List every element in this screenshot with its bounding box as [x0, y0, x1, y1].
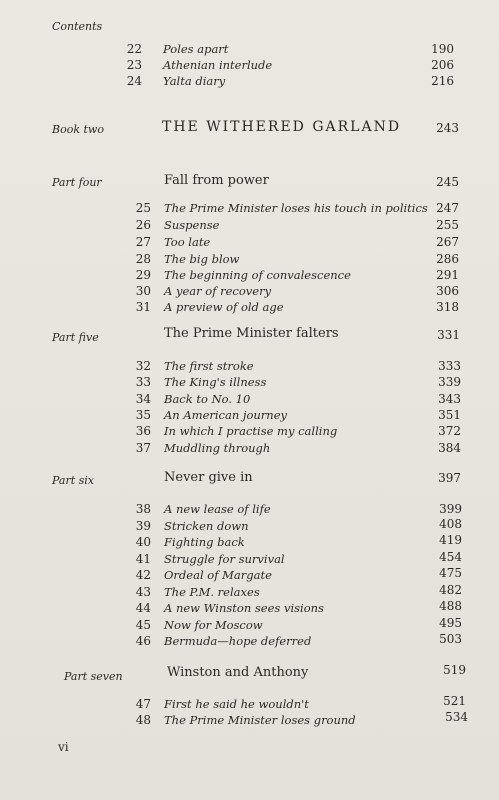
chapter-page: 255 — [436, 218, 459, 232]
chapter-title: The Prime Minister loses his touch in politics — [164, 201, 428, 215]
chapter-page: 372 — [438, 424, 461, 438]
chapter-page: 534 — [445, 710, 468, 724]
chapter-title: Muddling through — [164, 441, 271, 455]
running-header: Contents — [52, 20, 103, 33]
chapter-page: 216 — [431, 74, 454, 88]
chapter-number: 37 — [135, 441, 151, 455]
chapter-title: A preview of old age — [164, 300, 284, 314]
part-title: The Prime Minister falters — [164, 326, 339, 341]
chapter-page: 267 — [436, 235, 459, 249]
chapter-page: 503 — [439, 632, 462, 646]
chapter-title: Athenian interlude — [163, 58, 273, 72]
part-title: Never give in — [164, 470, 253, 485]
chapter-number: 40 — [135, 535, 151, 549]
chapter-number: 36 — [135, 424, 151, 438]
chapter-number: 47 — [135, 697, 151, 711]
chapter-page: 384 — [438, 441, 461, 455]
chapter-title: Too late — [164, 235, 211, 249]
chapter-title: Yalta diary — [163, 74, 226, 88]
chapter-page: 521 — [443, 694, 466, 708]
part-page: 331 — [437, 328, 460, 342]
chapter-page: 399 — [439, 502, 462, 516]
chapter-page: 475 — [439, 566, 462, 580]
chapter-title: The King's illness — [164, 375, 267, 389]
chapter-title: The Prime Minister loses ground — [164, 713, 356, 727]
chapter-number: 30 — [135, 284, 151, 298]
chapter-number: 26 — [135, 218, 151, 232]
chapter-number: 43 — [135, 585, 151, 599]
part-title: Fall from power — [164, 173, 269, 188]
chapter-page: 454 — [439, 550, 462, 564]
chapter-page: 286 — [436, 252, 459, 266]
chapter-number: 42 — [135, 568, 151, 582]
chapter-number: 28 — [135, 252, 151, 266]
chapter-title: Suspense — [164, 218, 220, 232]
chapter-page: 408 — [439, 517, 462, 531]
chapter-title: The P.M. relaxes — [164, 585, 260, 599]
part-title: Winston and Anthony — [167, 665, 309, 680]
chapter-page: 339 — [438, 375, 461, 389]
part-label: Part five — [52, 331, 99, 344]
chapter-title: Now for Moscow — [164, 618, 263, 632]
chapter-number: 23 — [126, 58, 142, 72]
chapter-number: 32 — [135, 359, 151, 373]
part-label: Part seven — [64, 670, 123, 683]
chapter-page: 306 — [436, 284, 459, 298]
chapter-title: Ordeal of Margate — [164, 568, 272, 582]
chapter-title: First he said he wouldn't — [164, 697, 309, 711]
chapter-number: 41 — [135, 552, 151, 566]
chapter-title: Stricken down — [164, 519, 249, 533]
chapter-title: Poles apart — [163, 42, 229, 56]
chapter-number: 46 — [135, 634, 151, 648]
chapter-title: Back to No. 10 — [164, 392, 251, 406]
part-label: Part six — [52, 474, 95, 487]
book-label: Book two — [52, 123, 104, 136]
part-page: 397 — [438, 471, 461, 485]
chapter-number: 38 — [135, 502, 151, 516]
part-label: Part four — [52, 176, 102, 189]
chapter-number: 27 — [135, 235, 151, 249]
chapter-title: The big blow — [164, 252, 240, 266]
chapter-title: An American journey — [164, 408, 288, 422]
chapter-page: 488 — [439, 599, 462, 613]
chapter-title: Struggle for survival — [164, 552, 285, 566]
chapter-page: 333 — [438, 359, 461, 373]
chapter-number: 25 — [135, 201, 151, 215]
chapter-page: 318 — [436, 300, 459, 314]
chapter-page: 190 — [431, 42, 454, 56]
chapter-number: 24 — [126, 74, 142, 88]
chapter-page: 247 — [436, 201, 459, 215]
chapter-page: 343 — [438, 392, 461, 406]
chapter-page: 351 — [438, 408, 461, 422]
chapter-page: 495 — [439, 616, 462, 630]
chapter-number: 44 — [135, 601, 151, 615]
chapter-title: Fighting back — [164, 535, 245, 549]
chapter-number: 33 — [135, 375, 151, 389]
chapter-page: 206 — [431, 58, 454, 72]
chapter-number: 45 — [135, 618, 151, 632]
chapter-number: 29 — [135, 268, 151, 282]
chapter-page: 291 — [436, 268, 459, 282]
page-number: vi — [58, 740, 69, 754]
chapter-title: The beginning of convalescence — [164, 268, 351, 282]
chapter-number: 34 — [135, 392, 151, 406]
part-page: 519 — [443, 663, 466, 677]
chapter-title: A new lease of life — [164, 502, 271, 516]
chapter-title: The first stroke — [164, 359, 254, 373]
chapter-page: 419 — [439, 533, 462, 547]
part-page: 245 — [436, 175, 459, 189]
chapter-number: 22 — [126, 42, 142, 56]
chapter-number: 31 — [135, 300, 151, 314]
chapter-number: 39 — [135, 519, 151, 533]
book-page: 243 — [436, 121, 459, 135]
chapter-title: A new Winston sees visions — [164, 601, 324, 615]
chapter-number: 48 — [135, 713, 151, 727]
chapter-title: A year of recovery — [164, 284, 272, 298]
chapter-title: Bermuda—hope deferred — [164, 634, 312, 648]
chapter-title: In which I practise my calling — [164, 424, 338, 438]
chapter-page: 482 — [439, 583, 462, 597]
chapter-number: 35 — [135, 408, 151, 422]
book-title: THE WITHERED GARLAND — [162, 119, 402, 135]
